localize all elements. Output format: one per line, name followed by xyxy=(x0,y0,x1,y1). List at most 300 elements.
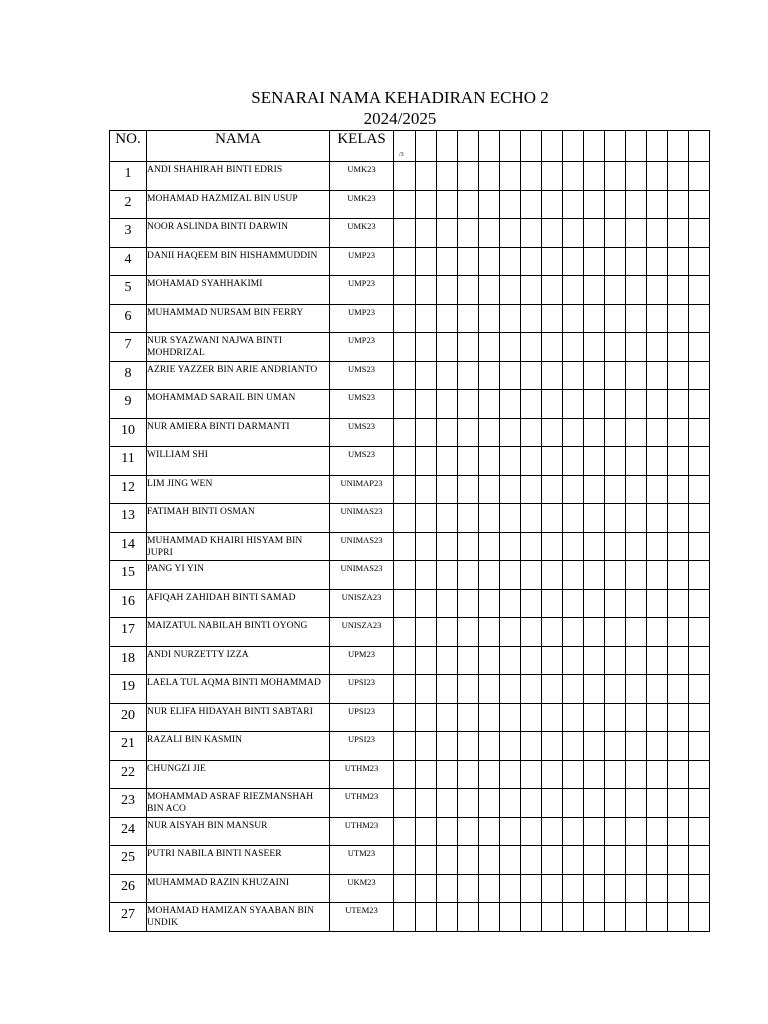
attendance-cell[interactable] xyxy=(500,333,521,362)
attendance-cell[interactable] xyxy=(521,475,542,504)
attendance-cell[interactable] xyxy=(437,732,458,761)
attendance-cell[interactable] xyxy=(394,390,416,419)
attendance-cell[interactable] xyxy=(416,190,437,219)
attendance-cell[interactable] xyxy=(668,646,689,675)
attendance-cell[interactable] xyxy=(584,162,605,191)
attendance-cell[interactable] xyxy=(416,247,437,276)
attendance-cell[interactable] xyxy=(605,589,626,618)
attendance-cell[interactable] xyxy=(647,903,668,932)
attendance-cell[interactable] xyxy=(416,475,437,504)
attendance-cell[interactable] xyxy=(500,162,521,191)
attendance-cell[interactable] xyxy=(563,276,584,305)
attendance-cell[interactable] xyxy=(521,219,542,248)
attendance-cell[interactable] xyxy=(605,276,626,305)
attendance-cell[interactable] xyxy=(500,703,521,732)
attendance-cell[interactable] xyxy=(584,247,605,276)
attendance-cell[interactable] xyxy=(479,390,500,419)
attendance-cell[interactable] xyxy=(458,247,479,276)
attendance-cell[interactable] xyxy=(689,561,710,590)
attendance-cell[interactable] xyxy=(500,504,521,533)
attendance-cell[interactable] xyxy=(647,817,668,846)
attendance-cell[interactable] xyxy=(521,162,542,191)
attendance-cell[interactable] xyxy=(437,532,458,561)
attendance-cell[interactable] xyxy=(437,447,458,476)
attendance-cell[interactable] xyxy=(542,789,563,818)
attendance-cell[interactable] xyxy=(626,589,647,618)
attendance-cell[interactable] xyxy=(689,675,710,704)
attendance-cell[interactable] xyxy=(563,190,584,219)
attendance-cell[interactable] xyxy=(584,646,605,675)
attendance-cell[interactable] xyxy=(479,361,500,390)
attendance-cell[interactable] xyxy=(479,504,500,533)
attendance-cell[interactable] xyxy=(605,190,626,219)
attendance-cell[interactable] xyxy=(458,304,479,333)
attendance-cell[interactable] xyxy=(500,475,521,504)
attendance-cell[interactable] xyxy=(563,162,584,191)
attendance-cell[interactable] xyxy=(689,703,710,732)
attendance-cell[interactable] xyxy=(521,703,542,732)
attendance-cell[interactable] xyxy=(626,504,647,533)
attendance-cell[interactable] xyxy=(668,846,689,875)
attendance-cell[interactable] xyxy=(458,276,479,305)
attendance-cell[interactable] xyxy=(647,162,668,191)
attendance-cell[interactable] xyxy=(605,732,626,761)
attendance-cell[interactable] xyxy=(394,219,416,248)
attendance-cell[interactable] xyxy=(626,304,647,333)
attendance-cell[interactable] xyxy=(437,589,458,618)
attendance-cell[interactable] xyxy=(668,817,689,846)
attendance-cell[interactable] xyxy=(668,760,689,789)
attendance-cell[interactable] xyxy=(668,903,689,932)
attendance-cell[interactable] xyxy=(416,589,437,618)
attendance-cell[interactable] xyxy=(647,333,668,362)
attendance-cell[interactable] xyxy=(521,874,542,903)
attendance-cell[interactable] xyxy=(479,304,500,333)
attendance-cell[interactable] xyxy=(668,219,689,248)
attendance-cell[interactable] xyxy=(542,447,563,476)
attendance-cell[interactable] xyxy=(605,219,626,248)
attendance-cell[interactable] xyxy=(563,333,584,362)
attendance-cell[interactable] xyxy=(626,760,647,789)
attendance-cell[interactable] xyxy=(647,646,668,675)
attendance-cell[interactable] xyxy=(563,703,584,732)
attendance-cell[interactable] xyxy=(500,846,521,875)
attendance-cell[interactable] xyxy=(521,618,542,647)
attendance-cell[interactable] xyxy=(521,675,542,704)
attendance-cell[interactable] xyxy=(626,675,647,704)
attendance-cell[interactable] xyxy=(500,418,521,447)
attendance-cell[interactable] xyxy=(542,874,563,903)
attendance-cell[interactable] xyxy=(689,532,710,561)
attendance-cell[interactable] xyxy=(394,789,416,818)
attendance-cell[interactable] xyxy=(647,675,668,704)
attendance-cell[interactable] xyxy=(437,390,458,419)
attendance-cell[interactable] xyxy=(500,760,521,789)
attendance-cell[interactable] xyxy=(479,732,500,761)
attendance-cell[interactable] xyxy=(605,817,626,846)
attendance-cell[interactable] xyxy=(668,532,689,561)
attendance-cell[interactable] xyxy=(542,162,563,191)
attendance-cell[interactable] xyxy=(500,361,521,390)
attendance-cell[interactable] xyxy=(500,561,521,590)
attendance-cell[interactable] xyxy=(605,361,626,390)
attendance-cell[interactable] xyxy=(500,589,521,618)
attendance-cell[interactable] xyxy=(542,903,563,932)
attendance-cell[interactable] xyxy=(458,447,479,476)
attendance-cell[interactable] xyxy=(416,333,437,362)
attendance-cell[interactable] xyxy=(458,219,479,248)
attendance-cell[interactable] xyxy=(542,333,563,362)
attendance-cell[interactable] xyxy=(437,874,458,903)
attendance-cell[interactable] xyxy=(542,475,563,504)
attendance-cell[interactable] xyxy=(479,333,500,362)
attendance-cell[interactable] xyxy=(521,817,542,846)
attendance-cell[interactable] xyxy=(394,618,416,647)
attendance-cell[interactable] xyxy=(458,789,479,818)
attendance-cell[interactable] xyxy=(416,646,437,675)
attendance-cell[interactable] xyxy=(394,903,416,932)
attendance-cell[interactable] xyxy=(563,732,584,761)
attendance-cell[interactable] xyxy=(479,789,500,818)
attendance-cell[interactable] xyxy=(668,504,689,533)
attendance-cell[interactable] xyxy=(689,190,710,219)
attendance-cell[interactable] xyxy=(668,333,689,362)
attendance-cell[interactable] xyxy=(668,675,689,704)
attendance-cell[interactable] xyxy=(563,447,584,476)
attendance-cell[interactable] xyxy=(479,219,500,248)
attendance-cell[interactable] xyxy=(563,532,584,561)
attendance-cell[interactable] xyxy=(416,390,437,419)
attendance-cell[interactable] xyxy=(563,504,584,533)
attendance-cell[interactable] xyxy=(584,390,605,419)
attendance-cell[interactable] xyxy=(437,247,458,276)
attendance-cell[interactable] xyxy=(416,789,437,818)
attendance-cell[interactable] xyxy=(689,732,710,761)
attendance-cell[interactable] xyxy=(647,846,668,875)
attendance-cell[interactable] xyxy=(394,276,416,305)
attendance-cell[interactable] xyxy=(584,418,605,447)
attendance-cell[interactable] xyxy=(689,760,710,789)
attendance-cell[interactable] xyxy=(647,447,668,476)
attendance-cell[interactable] xyxy=(500,732,521,761)
attendance-cell[interactable] xyxy=(437,817,458,846)
attendance-cell[interactable] xyxy=(563,903,584,932)
attendance-cell[interactable] xyxy=(394,333,416,362)
attendance-cell[interactable] xyxy=(647,276,668,305)
attendance-cell[interactable] xyxy=(689,247,710,276)
attendance-cell[interactable] xyxy=(647,789,668,818)
attendance-cell[interactable] xyxy=(500,874,521,903)
attendance-cell[interactable] xyxy=(458,646,479,675)
attendance-cell[interactable] xyxy=(394,361,416,390)
attendance-cell[interactable] xyxy=(521,190,542,219)
attendance-cell[interactable] xyxy=(500,276,521,305)
attendance-cell[interactable] xyxy=(521,646,542,675)
attendance-cell[interactable] xyxy=(458,732,479,761)
attendance-cell[interactable] xyxy=(584,589,605,618)
attendance-cell[interactable] xyxy=(394,162,416,191)
attendance-cell[interactable] xyxy=(542,675,563,704)
attendance-cell[interactable] xyxy=(605,333,626,362)
attendance-cell[interactable] xyxy=(416,504,437,533)
attendance-cell[interactable] xyxy=(394,874,416,903)
attendance-cell[interactable] xyxy=(394,247,416,276)
attendance-cell[interactable] xyxy=(394,817,416,846)
attendance-cell[interactable] xyxy=(584,618,605,647)
attendance-cell[interactable] xyxy=(437,304,458,333)
attendance-cell[interactable] xyxy=(416,276,437,305)
attendance-cell[interactable] xyxy=(437,760,458,789)
attendance-cell[interactable] xyxy=(437,846,458,875)
attendance-cell[interactable] xyxy=(689,618,710,647)
attendance-cell[interactable] xyxy=(626,903,647,932)
attendance-cell[interactable] xyxy=(605,162,626,191)
attendance-cell[interactable] xyxy=(479,190,500,219)
attendance-cell[interactable] xyxy=(626,874,647,903)
attendance-cell[interactable] xyxy=(584,561,605,590)
attendance-cell[interactable] xyxy=(563,846,584,875)
attendance-cell[interactable] xyxy=(605,304,626,333)
attendance-cell[interactable] xyxy=(521,760,542,789)
attendance-cell[interactable] xyxy=(584,703,605,732)
attendance-cell[interactable] xyxy=(626,390,647,419)
attendance-cell[interactable] xyxy=(647,247,668,276)
attendance-cell[interactable] xyxy=(605,447,626,476)
attendance-cell[interactable] xyxy=(437,789,458,818)
attendance-cell[interactable] xyxy=(626,190,647,219)
attendance-cell[interactable] xyxy=(584,817,605,846)
attendance-cell[interactable] xyxy=(689,304,710,333)
attendance-cell[interactable] xyxy=(668,304,689,333)
attendance-cell[interactable] xyxy=(647,618,668,647)
attendance-cell[interactable] xyxy=(394,304,416,333)
attendance-cell[interactable] xyxy=(563,675,584,704)
attendance-cell[interactable] xyxy=(626,219,647,248)
attendance-cell[interactable] xyxy=(458,760,479,789)
attendance-cell[interactable] xyxy=(689,219,710,248)
attendance-cell[interactable] xyxy=(563,247,584,276)
attendance-cell[interactable] xyxy=(458,703,479,732)
attendance-cell[interactable] xyxy=(394,760,416,789)
attendance-cell[interactable] xyxy=(584,333,605,362)
attendance-cell[interactable] xyxy=(647,219,668,248)
attendance-cell[interactable] xyxy=(626,817,647,846)
attendance-cell[interactable] xyxy=(689,504,710,533)
attendance-cell[interactable] xyxy=(479,618,500,647)
attendance-cell[interactable] xyxy=(563,760,584,789)
attendance-cell[interactable] xyxy=(479,561,500,590)
attendance-cell[interactable] xyxy=(605,532,626,561)
attendance-cell[interactable] xyxy=(626,475,647,504)
attendance-cell[interactable] xyxy=(521,390,542,419)
attendance-cell[interactable] xyxy=(605,874,626,903)
attendance-cell[interactable] xyxy=(479,162,500,191)
attendance-cell[interactable] xyxy=(521,589,542,618)
attendance-cell[interactable] xyxy=(626,532,647,561)
attendance-cell[interactable] xyxy=(416,703,437,732)
attendance-cell[interactable] xyxy=(500,646,521,675)
attendance-cell[interactable] xyxy=(689,589,710,618)
attendance-cell[interactable] xyxy=(394,732,416,761)
attendance-cell[interactable] xyxy=(394,447,416,476)
attendance-cell[interactable] xyxy=(542,703,563,732)
attendance-cell[interactable] xyxy=(584,846,605,875)
attendance-cell[interactable] xyxy=(689,162,710,191)
attendance-cell[interactable] xyxy=(542,190,563,219)
attendance-cell[interactable] xyxy=(626,361,647,390)
attendance-cell[interactable] xyxy=(500,447,521,476)
attendance-cell[interactable] xyxy=(458,162,479,191)
attendance-cell[interactable] xyxy=(605,789,626,818)
attendance-cell[interactable] xyxy=(584,874,605,903)
attendance-cell[interactable] xyxy=(584,504,605,533)
attendance-cell[interactable] xyxy=(584,447,605,476)
attendance-cell[interactable] xyxy=(394,846,416,875)
attendance-cell[interactable] xyxy=(563,618,584,647)
attendance-cell[interactable] xyxy=(605,618,626,647)
attendance-cell[interactable] xyxy=(626,418,647,447)
attendance-cell[interactable] xyxy=(605,703,626,732)
attendance-cell[interactable] xyxy=(416,162,437,191)
attendance-cell[interactable] xyxy=(647,874,668,903)
attendance-cell[interactable] xyxy=(668,874,689,903)
attendance-cell[interactable] xyxy=(479,276,500,305)
attendance-cell[interactable] xyxy=(458,475,479,504)
attendance-cell[interactable] xyxy=(500,817,521,846)
attendance-cell[interactable] xyxy=(542,276,563,305)
attendance-cell[interactable] xyxy=(689,903,710,932)
attendance-cell[interactable] xyxy=(437,276,458,305)
attendance-cell[interactable] xyxy=(437,333,458,362)
attendance-cell[interactable] xyxy=(563,561,584,590)
attendance-cell[interactable] xyxy=(668,390,689,419)
attendance-cell[interactable] xyxy=(647,760,668,789)
attendance-cell[interactable] xyxy=(479,903,500,932)
attendance-cell[interactable] xyxy=(668,789,689,818)
attendance-cell[interactable] xyxy=(437,561,458,590)
attendance-cell[interactable] xyxy=(500,219,521,248)
attendance-cell[interactable] xyxy=(584,732,605,761)
attendance-cell[interactable] xyxy=(458,874,479,903)
attendance-cell[interactable] xyxy=(584,475,605,504)
attendance-cell[interactable] xyxy=(542,418,563,447)
attendance-cell[interactable] xyxy=(626,247,647,276)
attendance-cell[interactable] xyxy=(563,817,584,846)
attendance-cell[interactable] xyxy=(542,561,563,590)
attendance-cell[interactable] xyxy=(479,703,500,732)
attendance-cell[interactable] xyxy=(647,304,668,333)
attendance-cell[interactable] xyxy=(479,532,500,561)
attendance-cell[interactable] xyxy=(521,247,542,276)
attendance-cell[interactable] xyxy=(605,646,626,675)
attendance-cell[interactable] xyxy=(500,304,521,333)
attendance-cell[interactable] xyxy=(689,646,710,675)
attendance-cell[interactable] xyxy=(458,817,479,846)
attendance-cell[interactable] xyxy=(584,903,605,932)
attendance-cell[interactable] xyxy=(500,532,521,561)
attendance-cell[interactable] xyxy=(479,817,500,846)
attendance-cell[interactable] xyxy=(605,846,626,875)
attendance-cell[interactable] xyxy=(584,760,605,789)
attendance-cell[interactable] xyxy=(458,361,479,390)
attendance-cell[interactable] xyxy=(689,418,710,447)
attendance-cell[interactable] xyxy=(458,589,479,618)
attendance-cell[interactable] xyxy=(563,390,584,419)
attendance-cell[interactable] xyxy=(521,418,542,447)
attendance-cell[interactable] xyxy=(458,903,479,932)
attendance-cell[interactable] xyxy=(626,646,647,675)
attendance-cell[interactable] xyxy=(479,760,500,789)
attendance-cell[interactable] xyxy=(647,732,668,761)
attendance-cell[interactable] xyxy=(521,504,542,533)
attendance-cell[interactable] xyxy=(479,874,500,903)
attendance-cell[interactable] xyxy=(521,732,542,761)
attendance-cell[interactable] xyxy=(647,703,668,732)
attendance-cell[interactable] xyxy=(605,504,626,533)
attendance-cell[interactable] xyxy=(521,561,542,590)
attendance-cell[interactable] xyxy=(500,675,521,704)
attendance-cell[interactable] xyxy=(416,418,437,447)
attendance-cell[interactable] xyxy=(479,418,500,447)
attendance-cell[interactable] xyxy=(563,361,584,390)
attendance-cell[interactable] xyxy=(394,504,416,533)
attendance-cell[interactable] xyxy=(605,675,626,704)
attendance-cell[interactable] xyxy=(479,846,500,875)
attendance-cell[interactable] xyxy=(416,846,437,875)
attendance-cell[interactable] xyxy=(394,418,416,447)
attendance-cell[interactable] xyxy=(521,789,542,818)
attendance-cell[interactable] xyxy=(626,703,647,732)
attendance-cell[interactable] xyxy=(647,390,668,419)
attendance-cell[interactable] xyxy=(437,618,458,647)
attendance-cell[interactable] xyxy=(394,589,416,618)
attendance-cell[interactable] xyxy=(542,646,563,675)
attendance-cell[interactable] xyxy=(668,190,689,219)
attendance-cell[interactable] xyxy=(416,447,437,476)
attendance-cell[interactable] xyxy=(668,589,689,618)
attendance-cell[interactable] xyxy=(647,532,668,561)
attendance-cell[interactable] xyxy=(605,390,626,419)
attendance-cell[interactable] xyxy=(668,475,689,504)
attendance-cell[interactable] xyxy=(584,219,605,248)
attendance-cell[interactable] xyxy=(479,589,500,618)
attendance-cell[interactable] xyxy=(647,418,668,447)
attendance-cell[interactable] xyxy=(563,219,584,248)
attendance-cell[interactable] xyxy=(500,390,521,419)
attendance-cell[interactable] xyxy=(542,618,563,647)
attendance-cell[interactable] xyxy=(394,532,416,561)
attendance-cell[interactable] xyxy=(416,361,437,390)
attendance-cell[interactable] xyxy=(542,846,563,875)
attendance-cell[interactable] xyxy=(668,561,689,590)
attendance-cell[interactable] xyxy=(437,675,458,704)
attendance-cell[interactable] xyxy=(500,247,521,276)
attendance-cell[interactable] xyxy=(458,190,479,219)
attendance-cell[interactable] xyxy=(437,219,458,248)
attendance-cell[interactable] xyxy=(689,475,710,504)
attendance-cell[interactable] xyxy=(647,190,668,219)
attendance-cell[interactable] xyxy=(626,789,647,818)
attendance-cell[interactable] xyxy=(500,190,521,219)
attendance-cell[interactable] xyxy=(563,475,584,504)
attendance-cell[interactable] xyxy=(542,760,563,789)
attendance-cell[interactable] xyxy=(521,276,542,305)
attendance-cell[interactable] xyxy=(605,561,626,590)
attendance-cell[interactable] xyxy=(647,475,668,504)
attendance-cell[interactable] xyxy=(416,532,437,561)
attendance-cell[interactable] xyxy=(584,361,605,390)
attendance-cell[interactable] xyxy=(542,732,563,761)
